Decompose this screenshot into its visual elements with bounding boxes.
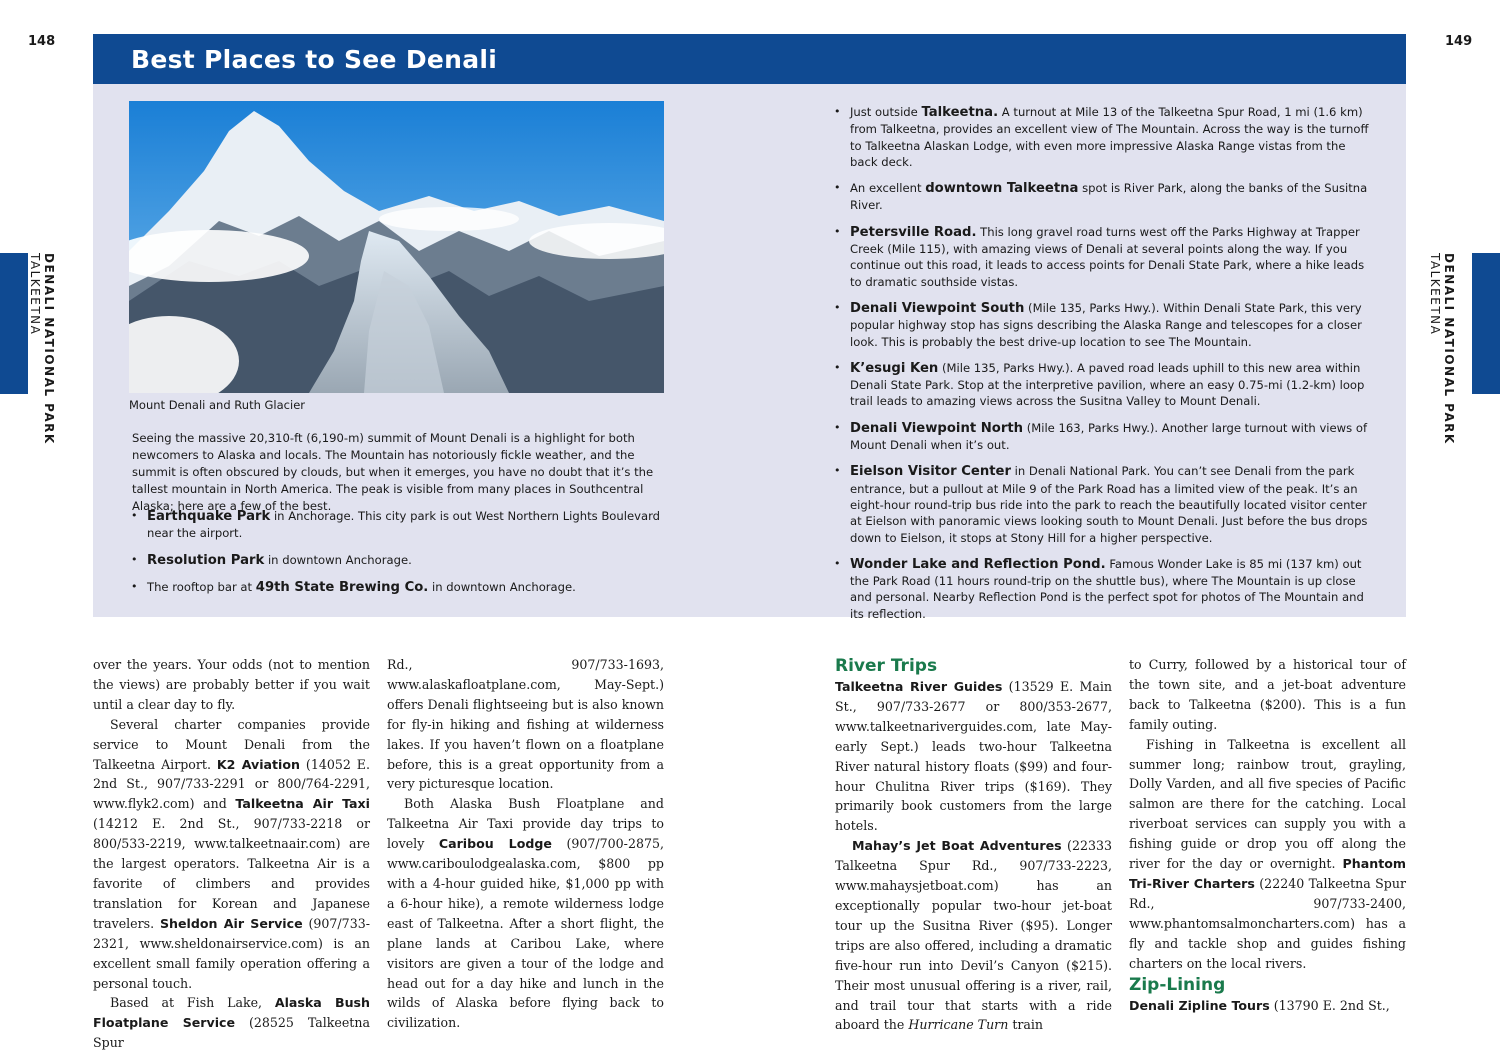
list-item: • Just outside Talkeetna. A turnout at Mile 13 of the Talkeetna Spur Road, 1 mi (1.6 km) from Talkeetna, provides an excellent view of The Mountain. Across the way is the turnoff to Talkeetna Alaskan Lodge, with even more impressive Alaska Range vistas from the back deck. <box>834 104 1370 170</box>
body-column-1 <box>93 655 370 1053</box>
paragraph: Denali Zipline Tours (13790 E. 2nd St., <box>1129 997 1390 1013</box>
side-tab-right <box>1472 253 1500 394</box>
left-places-list <box>131 508 671 606</box>
side-subsection: TALKEETNA <box>28 253 42 336</box>
paragraph: Mahay’s Jet Boat Adventures (22333 Talkeetna Spur Rd., 907/733-2223, www.mahaysjetboat.com) has an exceptionally popular two-hour jet-boat tour up the Susitna River ($95). Longer trips are also offered, including a dramatic five-hour run into Devil’s Canyon ($215). Their most unusual offering is a river, rail, and trail tour that starts with a ride aboard the Hurricane Turn train <box>835 838 1113 1033</box>
list-item: • Earthquake Park in Anchorage. This city park is out West Northern Lights Boulevard near the airport. <box>131 508 671 542</box>
paragraph: Rd., 907/733-1693, www.alaskafloatplane.com, May-Sept.) offers Denali flightseeing but is also known for fly-in hiking and fishing at wilderness lakes. If you haven’t flown on a floatplane before, this is a great opportunity from a very picturesque location. <box>387 657 664 792</box>
intro-paragraph: Seeing the massive 20,310-ft (6,190-m) summit of Mount Denali is a highlight for both newcomers to Alaska and locals. The Mountain has notoriously fickle weather, and the summit is often obscured by clouds, but when it emerges, you have no doubt that it’s the tallest mountain in North America. The peak is visible from many places in Southcentral Alaska; here are a few of the best. <box>132 431 654 513</box>
paragraph: Talkeetna River Guides (13529 E. Main St., 907/733-2677 or 800/353-2677, www.talkeetnariverguides.com, late May-early Sept.) leads two-hour Talkeetna River natural history floats ($99) and four-hour Chulitna River trips ($169). They primarily book customers from the large hotels. <box>835 679 1112 834</box>
side-label-left <box>28 253 56 445</box>
paragraph: Fishing in Talkeetna is excellent all summer long; rainbow trout, grayling, Dolly Varden, and all five species of Pacific salmon are there for the catching. Local riverboat services can supply you with a fishing guide or drop you off along the river for the day or overnight. Phantom Tri-River Charters (22240 Talkeetna Spur Rd., 907/733-2400, www.phantomsalmoncharters.com) has a fly and tackle shop and guides fishing charters on the local rivers. <box>1129 736 1406 971</box>
body-column-4 <box>1129 655 1406 1015</box>
banner-title: Best Places to See Denali <box>131 45 498 74</box>
sidebar-banner <box>93 34 1406 84</box>
right-places-list <box>834 104 1370 632</box>
photo-caption: Mount Denali and Ruth Glacier <box>129 398 305 412</box>
page-number-right: 149 <box>1445 34 1473 49</box>
paragraph: Several charter companies provide service to Mount Denali from the Talkeetna Airport. K2 Aviation (14052 E. 2nd St., 907/733-2291 or 800/764-2291, www.flyk2.com) and Talkeetna Air Taxi (14212 E. 2nd St., 907/733-2218 or 800/533-2219, www.talkeetnaair.com) are the largest operators. Talkeetna Air is a favorite of climbers and provides translation for Korean and Japanese travelers. Sheldon Air Service (907/733-2321, www.sheldonairservice.com) is an excellent small family operation offering a personal touch. <box>93 716 371 991</box>
side-tab-left <box>0 253 28 394</box>
side-section: DENALI NATIONAL PARK <box>42 253 56 445</box>
list-item: • The rooftop bar at 49th State Brewing Co. in downtown Anchorage. <box>131 579 671 596</box>
paragraph: to Curry, followed by a historical tour of the town site, and a jet-boat adventure back to Talkeetna ($200). This is a fun family outing. <box>1129 657 1406 732</box>
list-item: • Eielson Visitor Center in Denali National Park. You can’t see Denali from the park entrance, but a pullout at Mile 9 of the Park Road has a limited view of the peak. It’s an eight-hour round-trip bus ride into the park to reach the beautifully located visitor center at Eielson with panoramic views looking south to Mount Denali. Just before the bus drops down to Eielson, it stops at Stony Hill for a higher perspective. <box>834 463 1370 545</box>
side-label-right <box>1428 253 1456 445</box>
mountain-glacier-image <box>129 101 664 393</box>
body-column-2 <box>387 655 664 1033</box>
page-number-left: 148 <box>28 34 56 49</box>
list-item: • Petersville Road. This long gravel road turns west off the Parks Highway at Trapper Creek (Mile 115), with amazing views of Denali at several points along the way. If you continue out this road, it leads to access points for Denali State Park, where a hike leads to dramatic southside vistas. <box>834 224 1370 290</box>
list-item: • An excellent downtown Talkeetna spot is River Park, along the banks of the Susitna River. <box>834 180 1370 214</box>
list-item: • K’esugi Ken (Mile 135, Parks Hwy.). A paved road leads uphill to this new area within Denali State Park. Stop at the interpretive pavilion, where an easy 0.75-mi (1.2-km) loop trail leads to amazing views across the Susitna Valley to Mount Denali. <box>834 360 1370 410</box>
list-item: • Denali Viewpoint South (Mile 135, Parks Hwy.). Within Denali State Park, this very popular highway stop has signs describing the Alaska Range and telescopes for a closer look. This is probably the best drive-up location to see The Mountain. <box>834 300 1370 350</box>
paragraph: Both Alaska Bush Floatplane and Talkeetna Air Taxi provide day trips to lovely Caribou Lodge (907/700-2875, www.cariboulodgealaska.com, $800 pp with a 4-hour guided hike, $1,000 pp with a 6-hour hike), a remote wilderness lodge east of Talkeetna. After a short flight, the plane lands at Caribou Lake, where visitors are given a tour of the lodge and head out for a day hike and lunch in the wilds of Alaska before flying back to civilization. <box>387 796 664 1031</box>
list-item: • Resolution Park in downtown Anchorage. <box>131 552 671 569</box>
side-subsection: TALKEETNA <box>1428 253 1442 336</box>
paragraph: over the years. Your odds (not to mention the views) are probably better if you wait until a clear day to fly. <box>93 657 370 712</box>
section-heading-river-trips: River Trips <box>835 656 938 676</box>
denali-photo <box>129 101 664 393</box>
section-heading-zip-lining: Zip-Lining <box>1129 974 1226 995</box>
list-item: • Wonder Lake and Reflection Pond. Famous Wonder Lake is 85 mi (137 km) out the Park Road (11 hours round-trip on the shuttle bus), where The Mountain is up close and personal. Nearby Reflection Pond is the perfect spot for photos of The Mountain and its reflection. <box>834 556 1370 622</box>
list-item: • Denali Viewpoint North (Mile 163, Parks Hwy.). Another large turnout with views of Mount Denali when it’s out. <box>834 420 1370 454</box>
paragraph: Based at Fish Lake, Alaska Bush Floatplane Service (28525 Talkeetna Spur <box>93 995 371 1051</box>
body-column-3 <box>835 655 1112 1035</box>
side-section: DENALI NATIONAL PARK <box>1442 253 1456 445</box>
